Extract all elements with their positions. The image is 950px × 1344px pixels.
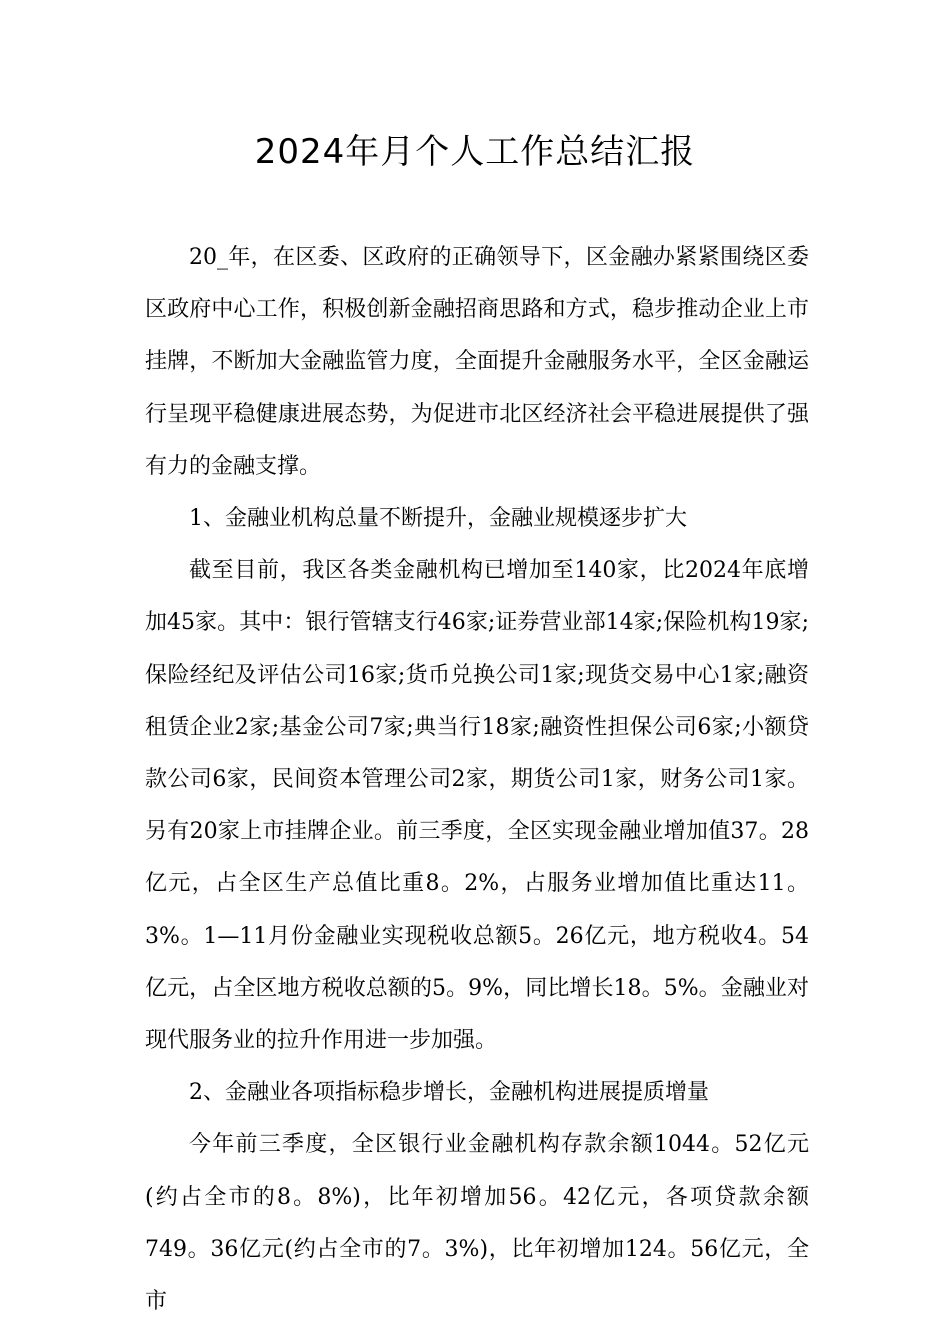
intro-paragraph: 20_年，在区委、区政府的正确领导下，区金融办紧紧围绕区委区政府中心工作，积极创新金融招商思路和方式，稳步推动企业上市挂牌，不断加大金融监管力度，全面提升金融服务水平，全区金融运行呈现平稳健康进展态势，为促进市北区经济社会平稳进展提供了强有力的金融支撑。 — [145, 245, 809, 479]
section-heading-2: 2、金融业各项指标稳步增长，金融机构进展提质增量 — [189, 1080, 709, 1106]
section-1-paragraph: 截至目前，我区各类金融机构已增加至140家，比2024年底增加45家。其中：银行管辖支行46家;证券营业部14家;保险机构19家;保险经纪及评估公司16家;货币兑换公司1家;现货交易中心1家;融资租赁企业2家;基金公司7家;典当行18家;融资性担保公司6家;小额贷款公司6家，民间资本管理公司2家，期货公司1家，财务公司1家。另有20家上市挂牌企业。前三季度，全区实现金融业增加值37。28亿元，占全区生产总值比重8。2%，占服务业增加值比重达11。3%。1—11月份金融业实现税收总额5。26亿元，地方税收4。54亿元，占全区地方税收总额的5。9%，同比增长18。5%。金融业对现代服务业的拉升作用进一步加强。 — [145, 558, 809, 1054]
document-body — [145, 232, 809, 1328]
section-heading-1: 1、金融业机构总量不断提升，金融业规模逐步扩大 — [189, 506, 687, 532]
section-2-paragraph: 今年前三季度，全区银行业金融机构存款余额1044。52亿元(约占全市的8。8%)，比年初增加56。42亿元，各项贷款余额749。36亿元(约占全市的7。3%)，比年初增加124。56亿元，全市 — [145, 1132, 809, 1315]
document-title: 2024年月个人工作总结汇报 — [254, 132, 696, 172]
